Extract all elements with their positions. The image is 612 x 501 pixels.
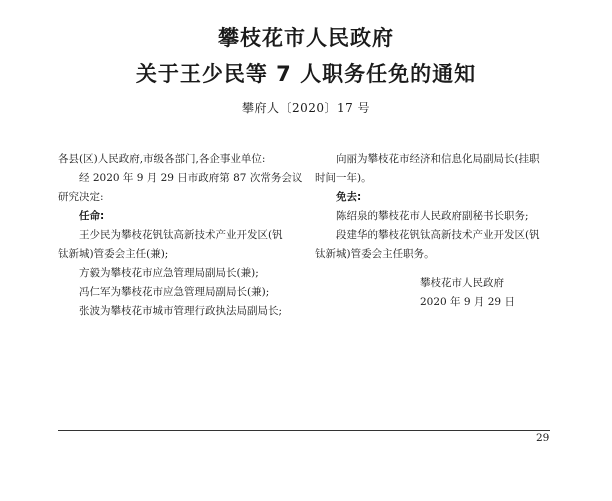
appointment-item-cont: 钛新城)管委会主任(兼); — [58, 248, 169, 260]
left-column — [58, 150, 303, 321]
signature-date: 2020 年 9 月 29 日 — [420, 296, 515, 308]
removal-item: 段建华的攀枝花钒钛高新技术产业开发区(钒 — [336, 229, 540, 241]
appointment-item: 张波为攀枝花市城市管理行政执法局副局长; — [79, 305, 283, 317]
footer-rule — [58, 430, 550, 431]
notice-title: 关于王少民等 7 人职务任免的通知 — [135, 62, 477, 86]
appointment-item: 向丽为攀枝花市经济和信息化局副局长(挂职 — [336, 153, 540, 165]
appoint-heading: 任命: — [79, 210, 105, 222]
issuer-title: 攀枝花市人民政府 — [218, 26, 394, 50]
addressee: 各县(区)人民政府,市级各部门,各企事业单位: — [58, 153, 266, 165]
appointment-item: 冯仁军为攀枝花市应急管理局副局长(兼); — [79, 286, 270, 298]
signature-org: 攀枝花市人民政府 — [420, 277, 504, 289]
removal-item: 陈绍泉的攀枝花市人民政府副秘书长职务; — [336, 210, 529, 222]
appointment-item: 王少民为攀枝花钒钛高新技术产业开发区(钒 — [79, 229, 283, 241]
page-number: 29 — [536, 432, 550, 444]
remove-heading: 免去: — [336, 191, 362, 203]
document-number: 攀府人〔2020〕17 号 — [241, 101, 371, 115]
appointment-item-cont: 时间一年)。 — [315, 172, 372, 184]
intro-line: 经 2020 年 9 月 29 日市政府第 87 次常务会议 — [79, 172, 303, 184]
removal-item-cont: 钛新城)管委会主任职务。 — [315, 248, 435, 260]
appointment-item: 方毅为攀枝花市应急管理局副局长(兼); — [79, 267, 259, 279]
right-column — [315, 150, 555, 264]
intro-line: 研究决定: — [58, 191, 104, 203]
